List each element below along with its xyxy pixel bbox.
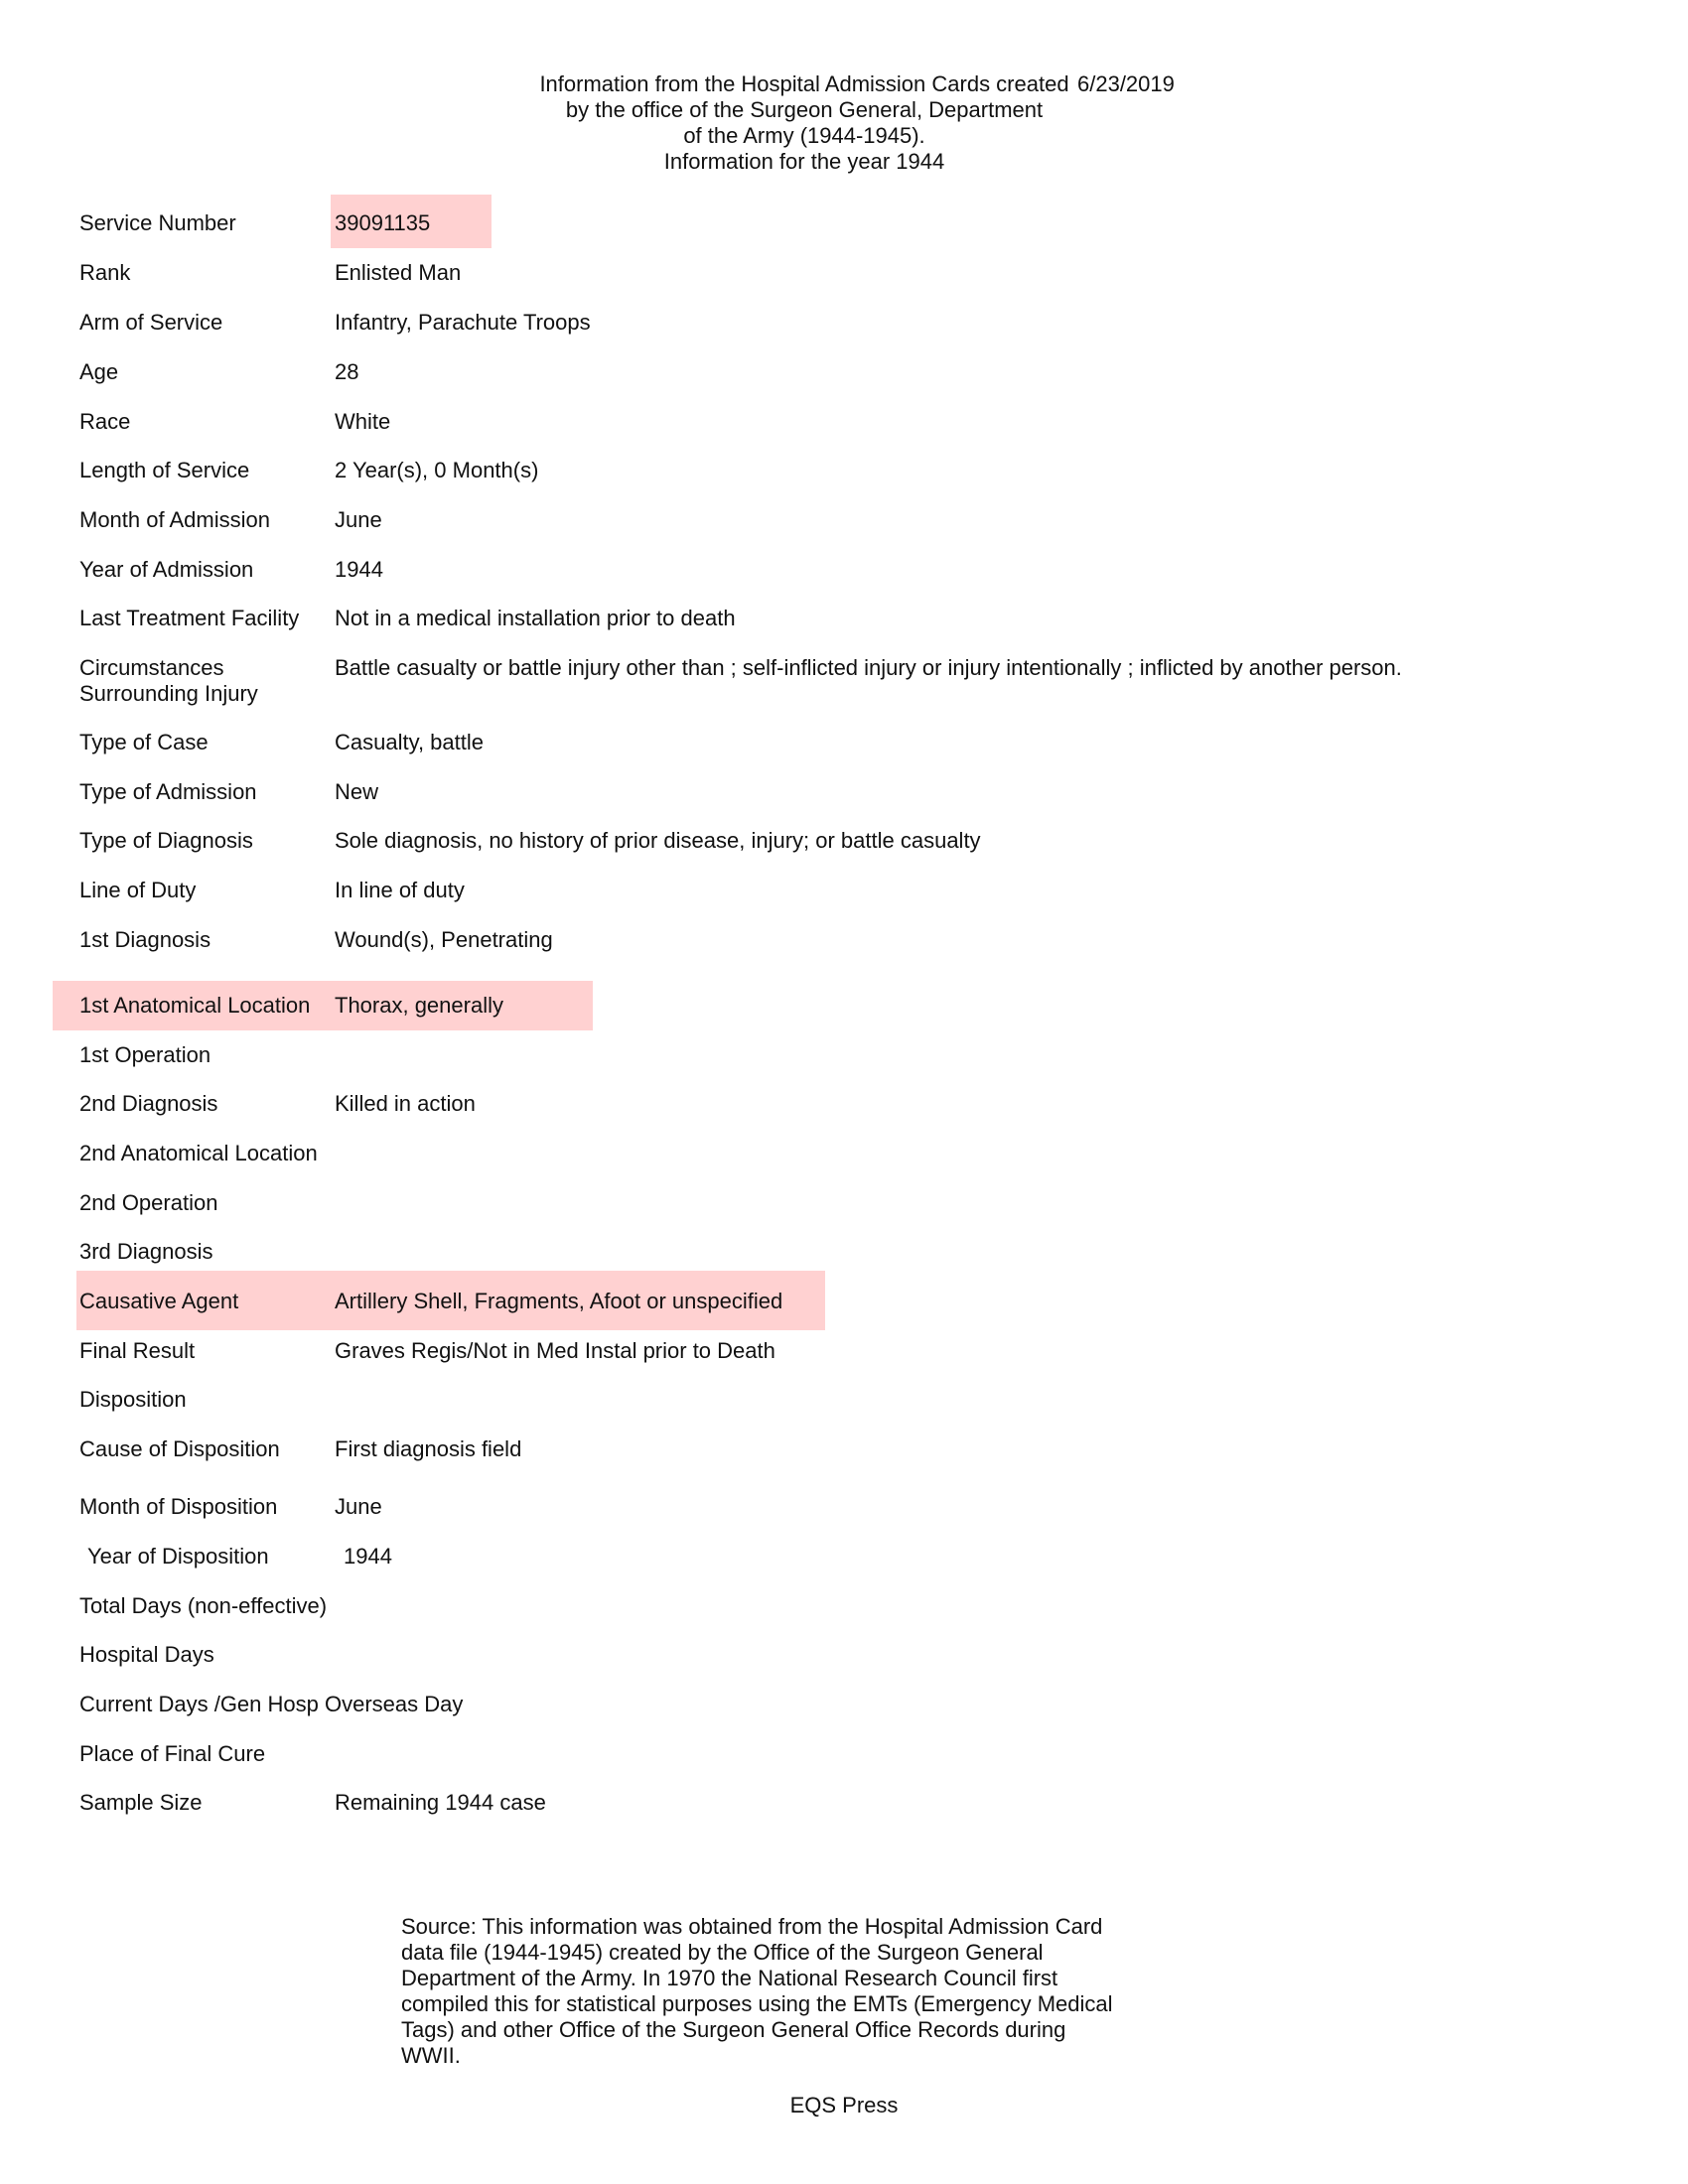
field-label: Hospital Days <box>79 1642 214 1667</box>
field-label: Service Number <box>79 210 236 235</box>
header-line-4: Information for the year 1944 <box>663 149 945 174</box>
field-value: Enlisted Man <box>335 260 462 285</box>
field-value: New <box>335 779 379 804</box>
field-label: Age <box>79 359 119 384</box>
source-line: Tags) and other Office of the Surgeon General Office Records during <box>401 2017 1066 2042</box>
field-label: Total Days (non-effective) <box>79 1593 328 1618</box>
field-value: 1944 <box>344 1544 392 1569</box>
field-label: Sample Size <box>79 1790 203 1815</box>
field-value: Artillery Shell, Fragments, Afoot or unspecified <box>335 1289 783 1313</box>
field-label: Type of Case <box>79 730 209 754</box>
field-label: 1st Diagnosis <box>79 927 211 952</box>
field-value: White <box>335 409 391 434</box>
field-label: Final Result <box>79 1338 196 1363</box>
print-date: 6/23/2019 <box>1077 71 1175 96</box>
source-line: WWII. <box>401 2043 461 2068</box>
publisher-footer: EQS Press <box>789 2093 899 2117</box>
field-value: 1944 <box>335 557 383 582</box>
header-line-1: Information from the Hospital Admission Cards created <box>539 71 1069 96</box>
field-label: Current Days /Gen Hosp Overseas Day <box>79 1692 464 1716</box>
field-value: In line of duty <box>335 878 465 902</box>
field-label: Causative Agent <box>79 1289 239 1313</box>
source-line: compiled this for statistical purposes using the EMTs (Emergency Medical <box>401 1991 1113 2016</box>
header-line-2: by the office of the Surgeon General, Department <box>565 97 1044 122</box>
field-label: Disposition <box>79 1387 187 1412</box>
field-value: First diagnosis field <box>335 1436 522 1461</box>
field-value: Remaining 1944 case <box>335 1790 546 1815</box>
field-label: 2nd Operation <box>79 1190 218 1215</box>
field-label: Cause of Disposition <box>79 1436 280 1461</box>
field-value: Infantry, Parachute Troops <box>335 310 591 335</box>
field-label: Type of Diagnosis <box>79 828 253 853</box>
field-label: Rank <box>79 260 131 285</box>
field-value: Not in a medical installation prior to death <box>335 606 736 630</box>
field-label: 3rd Diagnosis <box>79 1239 213 1264</box>
field-label-line-1: Circumstances <box>79 655 224 680</box>
field-value: June <box>335 507 382 532</box>
field-label: Length of Service <box>79 458 250 482</box>
field-label: 1st Anatomical Location <box>79 993 311 1018</box>
field-label: Year of Disposition <box>87 1544 269 1569</box>
field-value: 39091135 <box>335 210 431 235</box>
field-value: Thorax, generally <box>335 993 503 1018</box>
source-line: Source: This information was obtained from the Hospital Admission Card <box>401 1914 1103 1939</box>
field-label: 2nd Anatomical Location <box>79 1141 318 1165</box>
field-label: Line of Duty <box>79 878 197 902</box>
field-label <box>79 655 258 707</box>
field-value: Graves Regis/Not in Med Instal prior to Death <box>335 1338 775 1363</box>
field-value: June <box>335 1494 382 1519</box>
field-value: Killed in action <box>335 1091 476 1116</box>
field-label: Month of Disposition <box>79 1494 278 1519</box>
field-label: Arm of Service <box>79 310 223 335</box>
field-value: Casualty, battle <box>335 730 485 754</box>
field-value: Sole diagnosis, no history of prior disease, injury; or battle casualty <box>335 828 981 853</box>
field-value: Wound(s), Penetrating <box>335 927 553 952</box>
document-header <box>0 71 1609 175</box>
source-line: data file (1944-1945) created by the Office of the Surgeon General <box>401 1940 1044 1965</box>
field-label: Race <box>79 409 131 434</box>
field-value: 2 Year(s), 0 Month(s) <box>335 458 539 482</box>
field-label: 1st Operation <box>79 1042 211 1067</box>
field-label-line-2: Surrounding Injury <box>79 681 258 706</box>
field-label: Year of Admission <box>79 557 254 582</box>
field-label: 2nd Diagnosis <box>79 1091 218 1116</box>
source-note <box>401 1914 1156 2069</box>
field-label: Last Treatment Facility <box>79 606 300 630</box>
field-label: Place of Final Cure <box>79 1741 266 1766</box>
field-value: 28 <box>335 359 359 384</box>
field-label: Month of Admission <box>79 507 270 532</box>
field-value: Battle casualty or battle injury other than ; self-inflicted injury or injury intentionally ; inflicted by another person. <box>335 655 1402 680</box>
source-line: Department of the Army. In 1970 the National Research Council first <box>401 1966 1058 1990</box>
header-line-3: of the Army (1944-1945). <box>683 123 925 148</box>
field-label: Type of Admission <box>79 779 257 804</box>
